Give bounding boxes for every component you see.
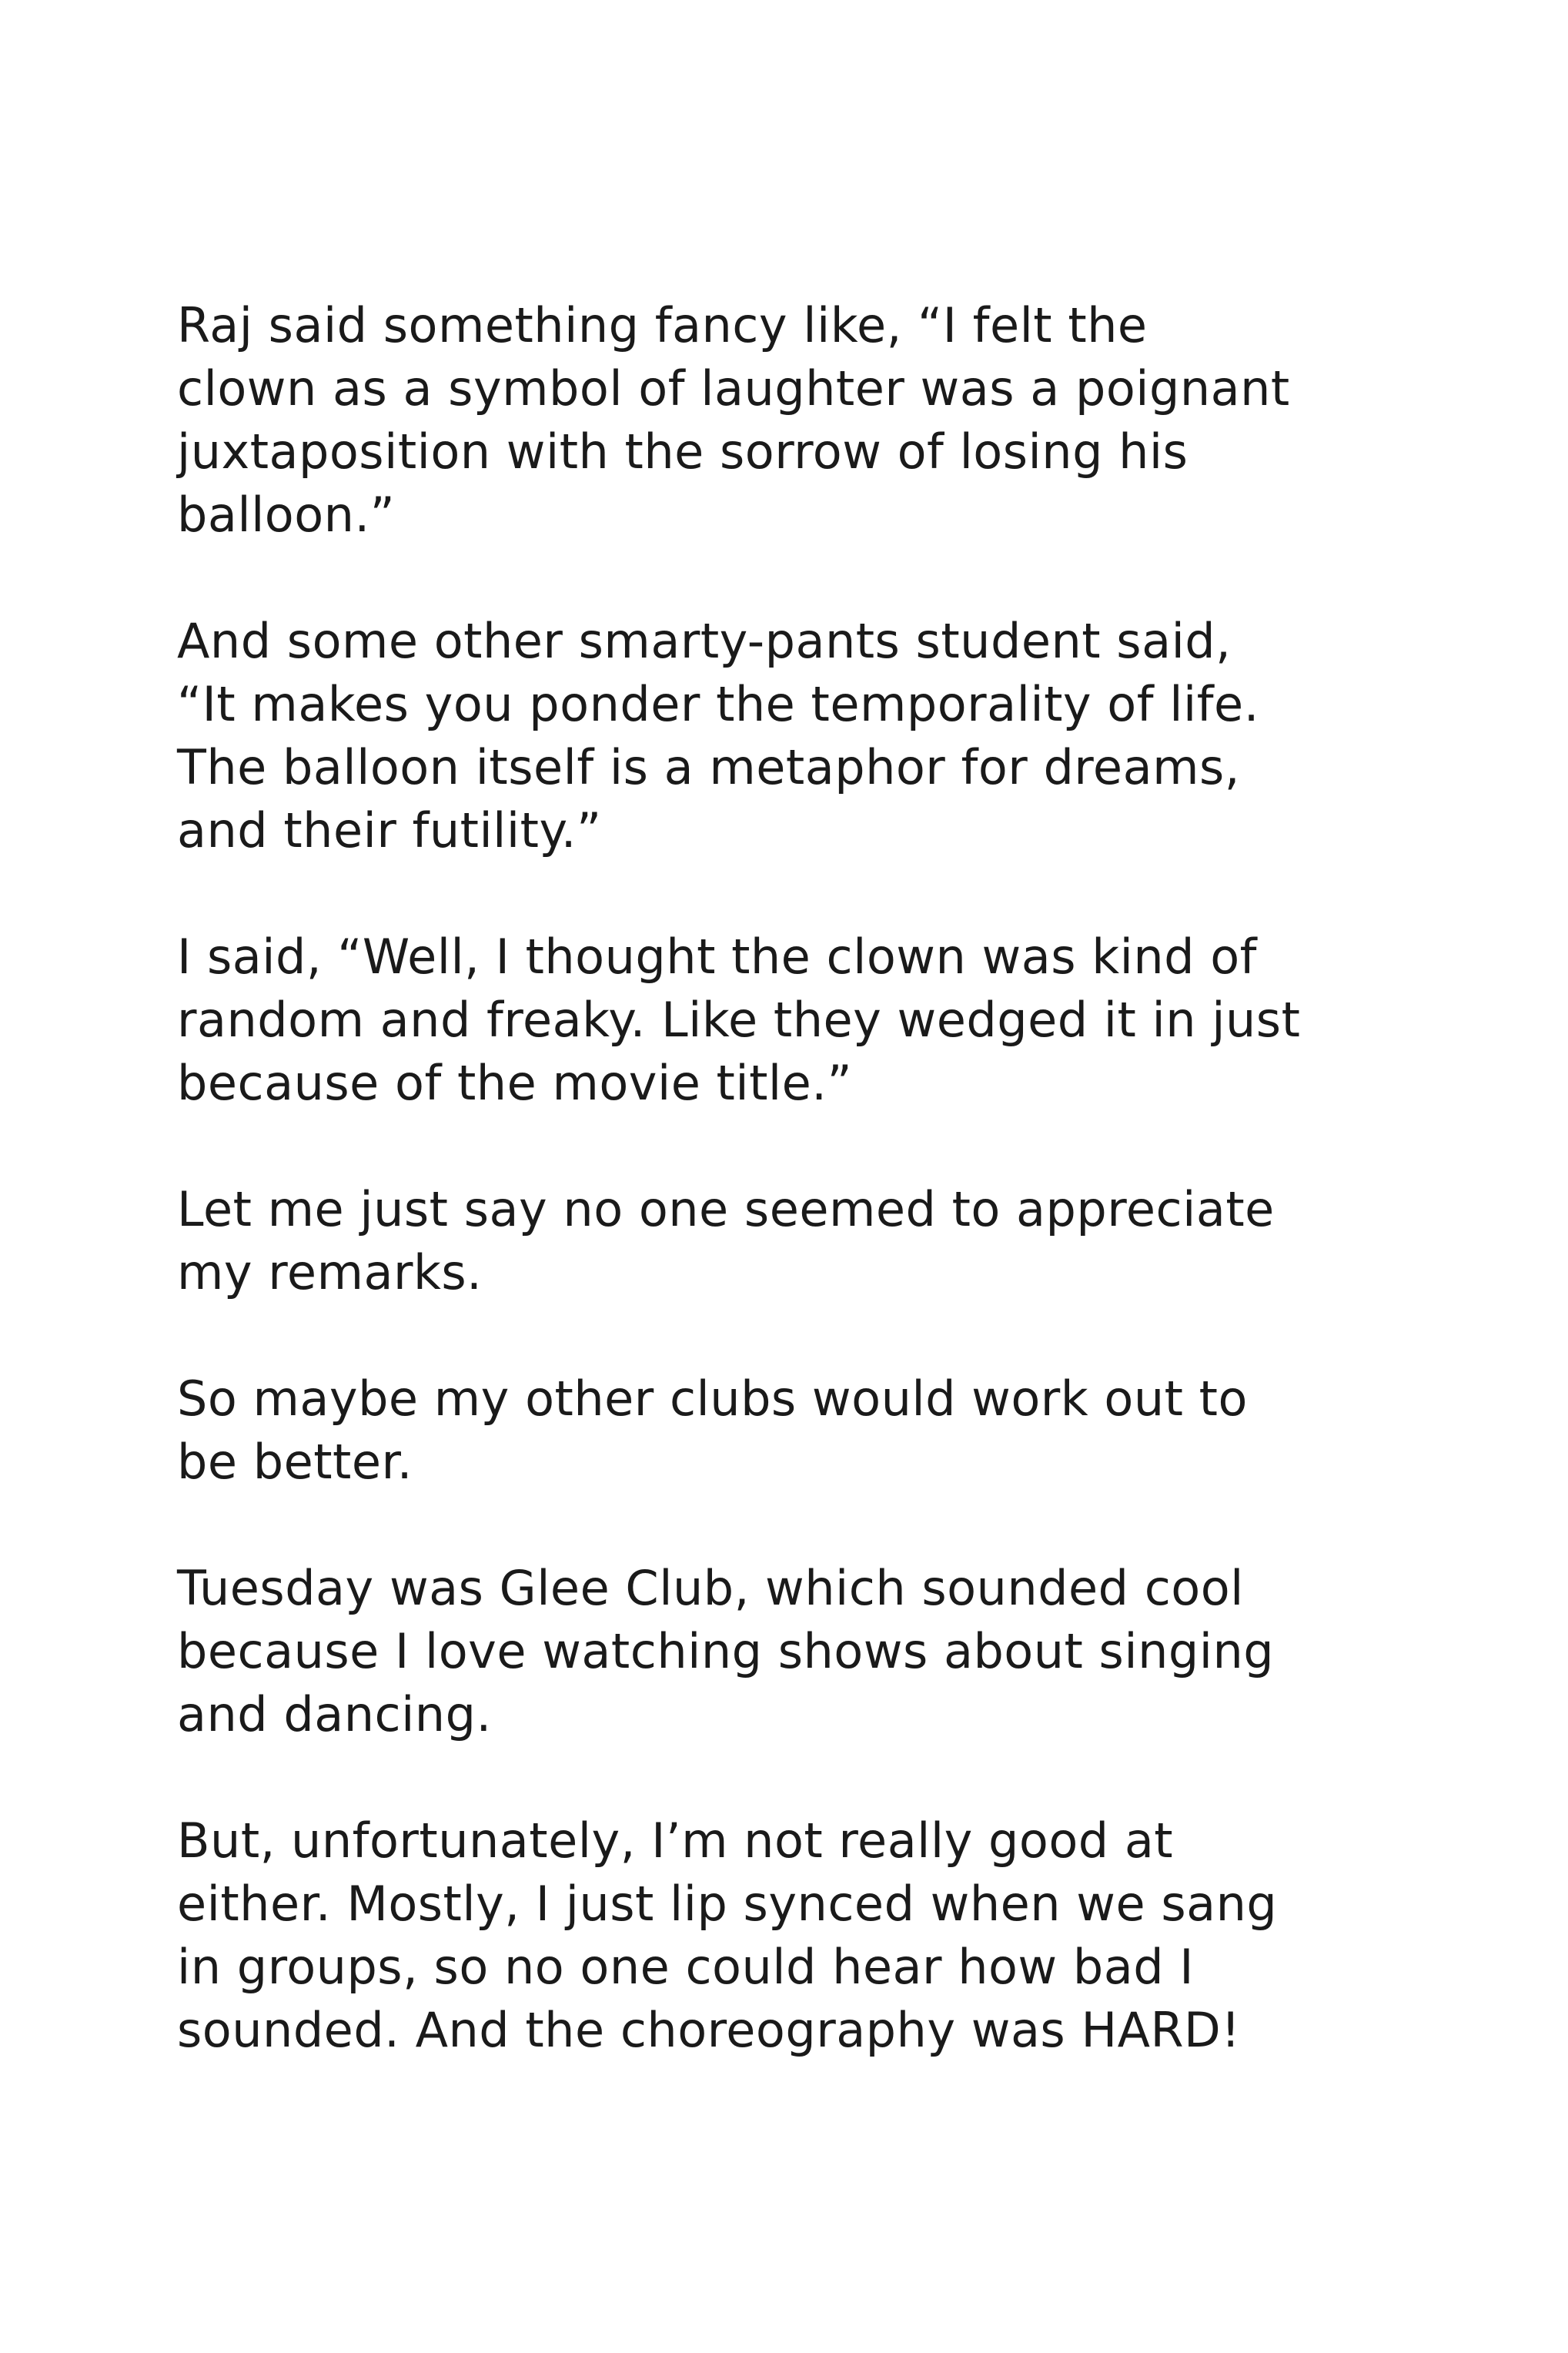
text-line: and their futility.”	[177, 802, 602, 859]
paragraph-7	[177, 1809, 1516, 2062]
paragraph-5	[177, 1367, 1516, 1494]
paragraph-6	[177, 1557, 1516, 1746]
text-line: and dancing.	[177, 1686, 492, 1742]
text-line: balloon.”	[177, 487, 396, 543]
text-line: I said, “Well, I thought the clown was kind of	[177, 929, 1257, 985]
text-line: in groups, so no one could hear how bad I	[177, 1939, 1195, 1995]
text-line: sounded. And the choreography was HARD!	[177, 2002, 1241, 2058]
text-line: So maybe my other clubs would work out to	[177, 1371, 1248, 1427]
text-line: Raj said something fancy like, “I felt the	[177, 297, 1148, 353]
text-line: Let me just say no one seemed to appreciate	[177, 1181, 1275, 1237]
text-line: The balloon itself is a metaphor for dreams,	[177, 739, 1240, 795]
paragraph-4	[177, 1178, 1516, 1304]
page-text	[177, 294, 1516, 2125]
text-line: Tuesday was Glee Club, which sounded cool	[177, 1560, 1244, 1616]
text-line: juxtaposition with the sorrow of losing his	[177, 423, 1189, 480]
text-line: my remarks.	[177, 1244, 483, 1300]
text-line: because I love watching shows about singing	[177, 1623, 1275, 1679]
text-line: be better.	[177, 1434, 413, 1490]
text-line: random and freaky. Like they wedged it in just	[177, 992, 1301, 1048]
text-line: clown as a symbol of laughter was a poignant	[177, 360, 1290, 417]
text-line: because of the movie title.”	[177, 1055, 853, 1111]
text-line: But, unfortunately, I’m not really good at	[177, 1812, 1174, 1869]
paragraph-3	[177, 925, 1516, 1115]
text-line: And some other smarty-pants student said,	[177, 613, 1232, 669]
paragraph-1	[177, 294, 1516, 547]
text-line: either. Mostly, I just lip synced when we sang	[177, 1876, 1278, 1932]
paragraph-2	[177, 610, 1516, 862]
text-line: “It makes you ponder the temporality of life.	[177, 676, 1259, 732]
